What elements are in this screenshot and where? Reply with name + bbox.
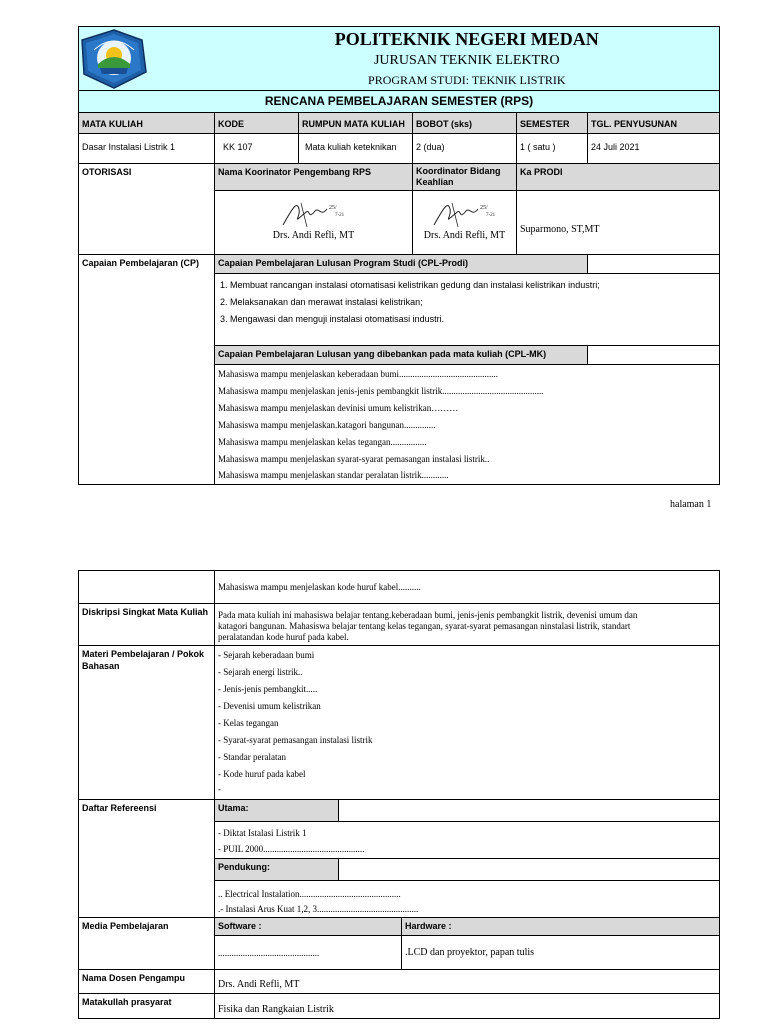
media-label: Media Pembelajaran	[79, 918, 215, 970]
signature-icon	[279, 199, 349, 229]
empty-cell	[339, 800, 720, 822]
cpl-mk-item: Mahasiswa mampu menjelaskan standar peralatan listrik............	[218, 470, 449, 480]
hardware-value: .LCD dan proyektor, papan tulis	[402, 936, 720, 970]
description-line: peralatandan kode huruf pada kabel.	[218, 632, 349, 642]
doc-title: RENCANA PEMBELAJARAN SEMESTER (RPS)	[79, 91, 720, 113]
references-label: Daftar Refereensi	[79, 800, 215, 918]
materi-item: - Kode huruf pada kabel	[218, 769, 306, 779]
description-line: Pada mata kuliah ini mahasiswa belajar tentang.keberadaan bumi, jenis-jenis pembangkit listrik, devenisi umum dan	[218, 610, 638, 620]
cpl-prodi-list	[215, 274, 720, 346]
cpl-mk-item: Mahasiswa mampu menjelaskan keberadaan bumi............................................	[218, 369, 498, 379]
program-name: PROGRAM STUDI: TEKNIK LISTRIK	[368, 73, 566, 87]
institution-header	[215, 27, 720, 91]
materi-label: Materi Pembelajaran / Pokok Bahasan	[79, 646, 215, 800]
logo-cell	[79, 27, 215, 91]
lecturer-label: Nama Dosen Pengampu	[79, 970, 215, 994]
coordinator-label: Nama Koorinator Pengembang RPS	[215, 164, 413, 191]
head-signature-cell	[517, 191, 720, 255]
course-value-cell: KK 107	[215, 134, 299, 164]
cpl-prodi-title: Capaian Pembelajaran Lulusan Program Studi (CPL-Prodi)	[215, 255, 588, 274]
materi-item: - Sejarah energi listrik..	[218, 667, 303, 677]
course-value-cell: 1 ( satu )	[517, 134, 588, 164]
cpl-mk-item: Mahasiswa mampu menjelaskan devinisi umum kelistrikan………	[218, 403, 459, 413]
course-header-cell: TGL. PENYUSUNAN	[588, 113, 720, 134]
cpl-mk-item: Mahasiswa mampu menjelaskan.katagori bangunan..............	[218, 420, 436, 430]
coordinator-name: Drs. Andi Refli, MT	[272, 230, 355, 241]
field-coordinator-label: Koordinator Bidang Keahlian	[413, 164, 517, 191]
course-header-cell: MATA KULIAH	[79, 113, 215, 134]
page-number: halaman 1	[670, 499, 712, 510]
materi-item: - Jenis-jenis pembangkit.....	[218, 684, 318, 694]
cpl-mk-item: Mahasiswa mampu menjelaskan kelas tegangan................	[218, 437, 427, 447]
course-value-cell: 2 (dua)	[413, 134, 517, 164]
lecturer-value: Drs. Andi Refli, MT	[215, 970, 720, 994]
cpl-mk-list	[215, 365, 720, 485]
materi-item: - Devenisi umum kelistrikan	[218, 701, 321, 711]
reference-item: .. Electrical Instalation.............................................	[218, 889, 401, 899]
field-coordinator-signature-cell	[413, 191, 517, 255]
hardware-label: Hardware :	[402, 918, 720, 936]
svg-text:7-21: 7-21	[334, 213, 344, 218]
reference-item: .- Instalasi Arus Kuat 1,2, 3.............................................	[218, 904, 419, 914]
course-header-cell: BOBOT (sks)	[413, 113, 517, 134]
main-references-label: Utama:	[215, 800, 339, 822]
materi-list	[215, 646, 720, 800]
empty-cell	[79, 571, 215, 604]
head-label: Ka PRODI	[517, 164, 720, 191]
description-cell	[215, 604, 720, 646]
head-name: Suparmono, ST,MT	[520, 223, 600, 235]
support-references-list	[215, 881, 720, 918]
authorization-label: OTORISASI	[79, 164, 215, 255]
cpl-mk-item: Mahasiswa mampu menjelaskan kode huruf kabel..........	[218, 582, 421, 592]
svg-text:25/: 25/	[328, 205, 337, 211]
field-coordinator-name: Drs. Andi Refli, MT	[423, 230, 506, 241]
cpl-prodi-item: 1. Membuat rancangan instalasi otomatisasi kelistrikan gedung dan instalasi kelistrikan industri;	[220, 280, 600, 290]
department-name: JURUSAN TEKNIK ELEKTRO	[373, 53, 560, 68]
cpl-prodi-item: 3. Mengawasi dan menguji instalasi otomatisasi industri.	[220, 314, 445, 324]
reference-item: - PUIL 2000.............................................	[218, 844, 365, 854]
course-header-cell: RUMPUN MATA KULIAH	[299, 113, 413, 134]
software-label: Software :	[215, 918, 402, 936]
description-label: Diskripsi Singkat Mata Kuliah	[79, 604, 215, 646]
cp-label: Capaian Pembelajaran (CP)	[79, 255, 215, 485]
prereq-value: Fisika dan Rangkaian Listrik	[215, 994, 720, 1019]
main-references-list	[215, 822, 720, 859]
course-header-cell: SEMESTER	[517, 113, 588, 134]
cp-continued	[215, 571, 720, 604]
signature-icon	[430, 199, 500, 229]
institution-name: POLITEKNIK NEGERI MEDAN	[334, 29, 599, 49]
reference-item: - Diktat Istalasi Listrik 1	[218, 828, 307, 838]
description-line: katagori bangunan. Mahasiswa belajar tentang kelas tegangan, syarat-syarat pemasangan ninstalasi listrik, standart	[218, 621, 631, 631]
materi-item: - Kelas tegangan	[218, 718, 279, 728]
empty-cell	[588, 255, 720, 274]
software-value: .............................................	[215, 936, 402, 970]
course-header-cell: KODE	[215, 113, 299, 134]
cpl-mk-item: Mahasiswa mampu menjelaskan jenis-jenis pembangkit listrik.............................................	[218, 386, 544, 396]
support-references-label: Pendukung:	[215, 859, 339, 881]
rps-page-2-table	[78, 570, 720, 1019]
prereq-label: Matakullah prasyarat	[79, 994, 215, 1019]
materi-item: - Standar peralatan	[218, 752, 286, 762]
empty-cell	[339, 859, 720, 881]
rps-page-1-table	[78, 26, 720, 485]
coordinator-signature-cell	[215, 191, 413, 255]
cpl-mk-item: Mahasiswa mampu menjelaskan syarat-syarat pemasangan instalasi listrik..	[218, 454, 490, 464]
course-value-cell: Mata kuliah keteknikan	[299, 134, 413, 164]
cpl-prodi-item: 2. Melaksanakan dan merawat instalasi kelistrikan;	[220, 297, 423, 307]
polmed-logo-icon	[80, 28, 148, 90]
svg-text:25/: 25/	[479, 205, 488, 211]
materi-item: - Syarat-syarat pemasangan instalasi listrik	[218, 735, 373, 745]
svg-text:7-21: 7-21	[485, 213, 495, 218]
materi-item: -	[218, 784, 221, 794]
materi-item: - Sejarah keberadaan bumi	[218, 650, 315, 660]
course-value-cell: Dasar Instalasi Listrik 1	[79, 134, 215, 164]
cpl-mk-title: Capaian Pembelajaran Lulusan yang dibebankan pada mata kuliah (CPL-MK)	[215, 346, 588, 365]
empty-cell	[588, 346, 720, 365]
course-value-cell: 24 Juli 2021	[588, 134, 720, 164]
